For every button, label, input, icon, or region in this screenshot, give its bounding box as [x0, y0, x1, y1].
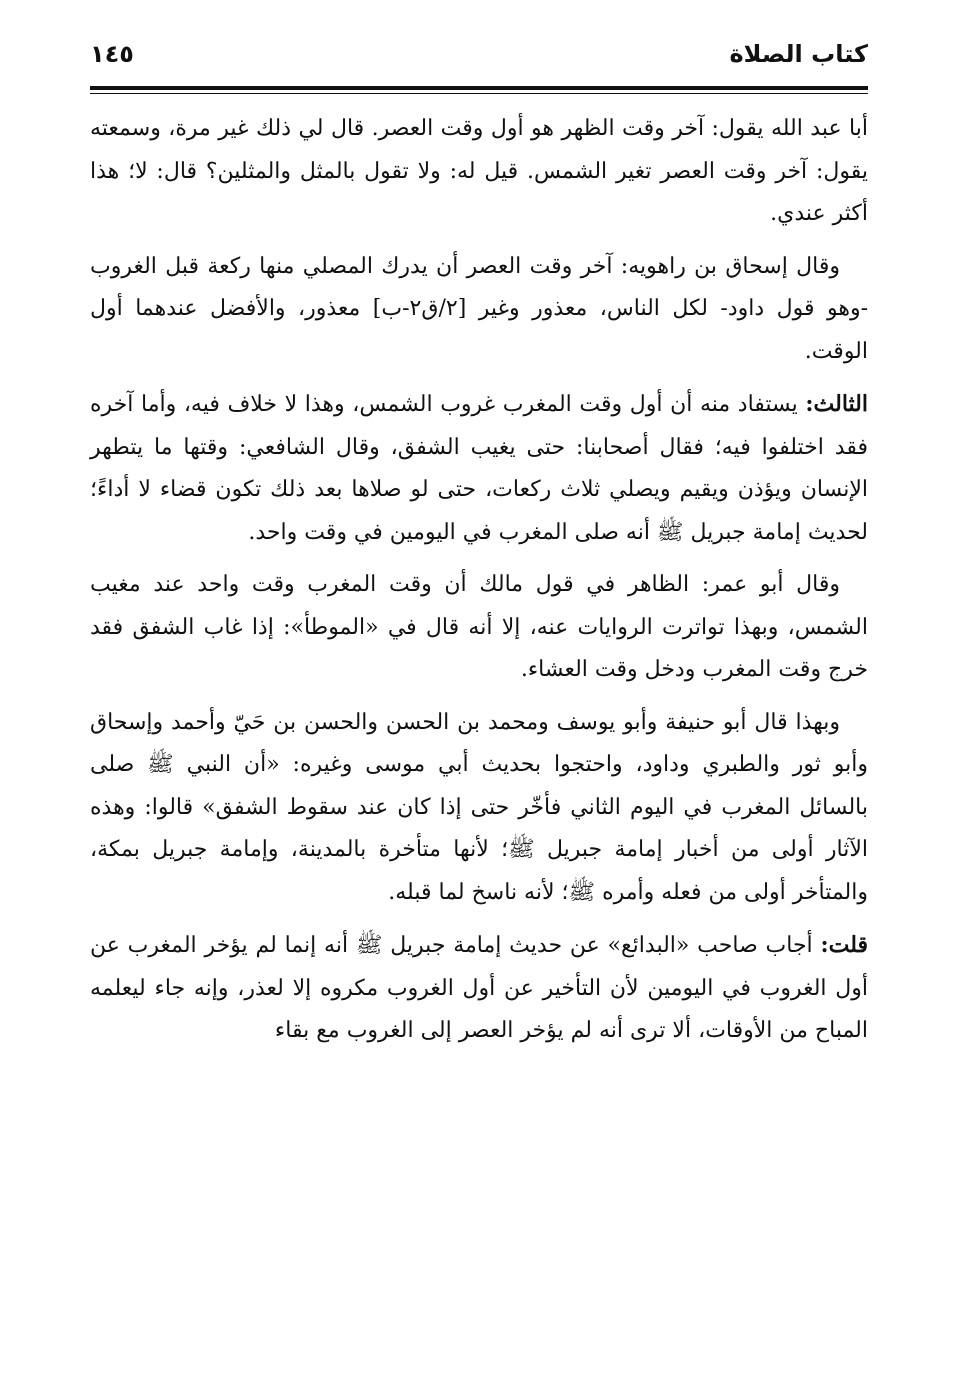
paragraph-1: [90, 108, 868, 236]
header-rule-thick: [90, 86, 868, 90]
paragraph-4: [90, 564, 868, 692]
page-number: ١٤٥: [90, 40, 134, 68]
paragraph-text: وبهذا قال أبو حنيفة وأبو يوسف ومحمد بن الحسن والحسن بن حَيّ وأحمد وإسحاق وأبو ثور والطبري وداود، واحتجوا بحديث أبي موسى وغيره: «أن النبي ﷺ صلى بالسائل المغرب في اليوم الثاني فأخّر حتى إذا كان عند سقوط الشفق» قالوا: وهذه الآثار أولى من أخبار إمامة جبريل ﷺ؛ لأنها متأخرة بالمدينة، وإمامة جبريل بمكة، والمتأخر أولى من فعله وأمره ﷺ؛ لأنه ناسخ لما قبله.: [90, 709, 868, 905]
paragraph-lead: قلت:: [820, 932, 868, 958]
page-body: [90, 108, 868, 1063]
paragraph-text: وقال أبو عمر: الظاهر في قول مالك أن وقت المغرب وقت واحد عند مغيب الشمس، وبهذا تواترت الروايات عنه، إلا أنه قال في «الموطأ»: إذا غاب الشفق فقد خرج وقت المغرب ودخل وقت العشاء.: [90, 572, 868, 682]
paragraph-text: يستفاد منه أن أول وقت المغرب غروب الشمس، وهذا لا خلاف فيه، وأما آخره فقد اختلفوا فيه؛ فقال أصحابنا: حتى يغيب الشفق، وقال الشافعي: وقتها ما يتطهر الإنسان ويؤذن ويقيم ويصلي ثلاث ركعات، حتى لو صلاها بعد ذلك تكون قضاء لا أداءً؛ لحديث إمامة جبريل ﷺ أنه صلى المغرب في اليومين في وقت واحد.: [90, 392, 868, 545]
paragraph-6: [90, 924, 868, 1053]
paragraph-lead: الثالث:: [805, 391, 868, 417]
paragraph-text: أجاب صاحب «البدائع» عن حديث إمامة جبريل ﷺ أنه إنما لم يؤخر المغرب عن أول الغروب في اليومين لأن التأخير عن أول الغروب مكروه إلا لعذر، وإنه جاء ليعلمه المباح من الأوقات، ألا ترى أنه لم يؤخر العصر إلى الغروب مع بقاء: [90, 933, 868, 1043]
paragraph-2: [90, 246, 868, 374]
header-rule-thin: [90, 93, 868, 94]
page-header: [90, 38, 868, 86]
paragraph-5: [90, 702, 868, 915]
paragraph-text: وقال إسحاق بن راهويه: آخر وقت العصر أن يدرك المصلي منها ركعة قبل الغروب -وهو قول داود- لكل الناس، معذور وغير [٢/ق٢-ب] معذور، والأفضل عندهما أول الوقت.: [90, 253, 869, 364]
chapter-title: كتاب الصلاة: [729, 40, 868, 68]
paragraph-text: أبا عبد الله يقول: آخر وقت الظهر هو أول وقت العصر. قال لي ذلك غير مرة، وسمعته يقول: آخر وقت العصر تغير الشمس. قيل له: ولا تقول بالمثل والمثلين؟ قال: لا؛ هذا أكثر عندي.: [90, 116, 868, 226]
paragraph-3: [90, 383, 868, 554]
